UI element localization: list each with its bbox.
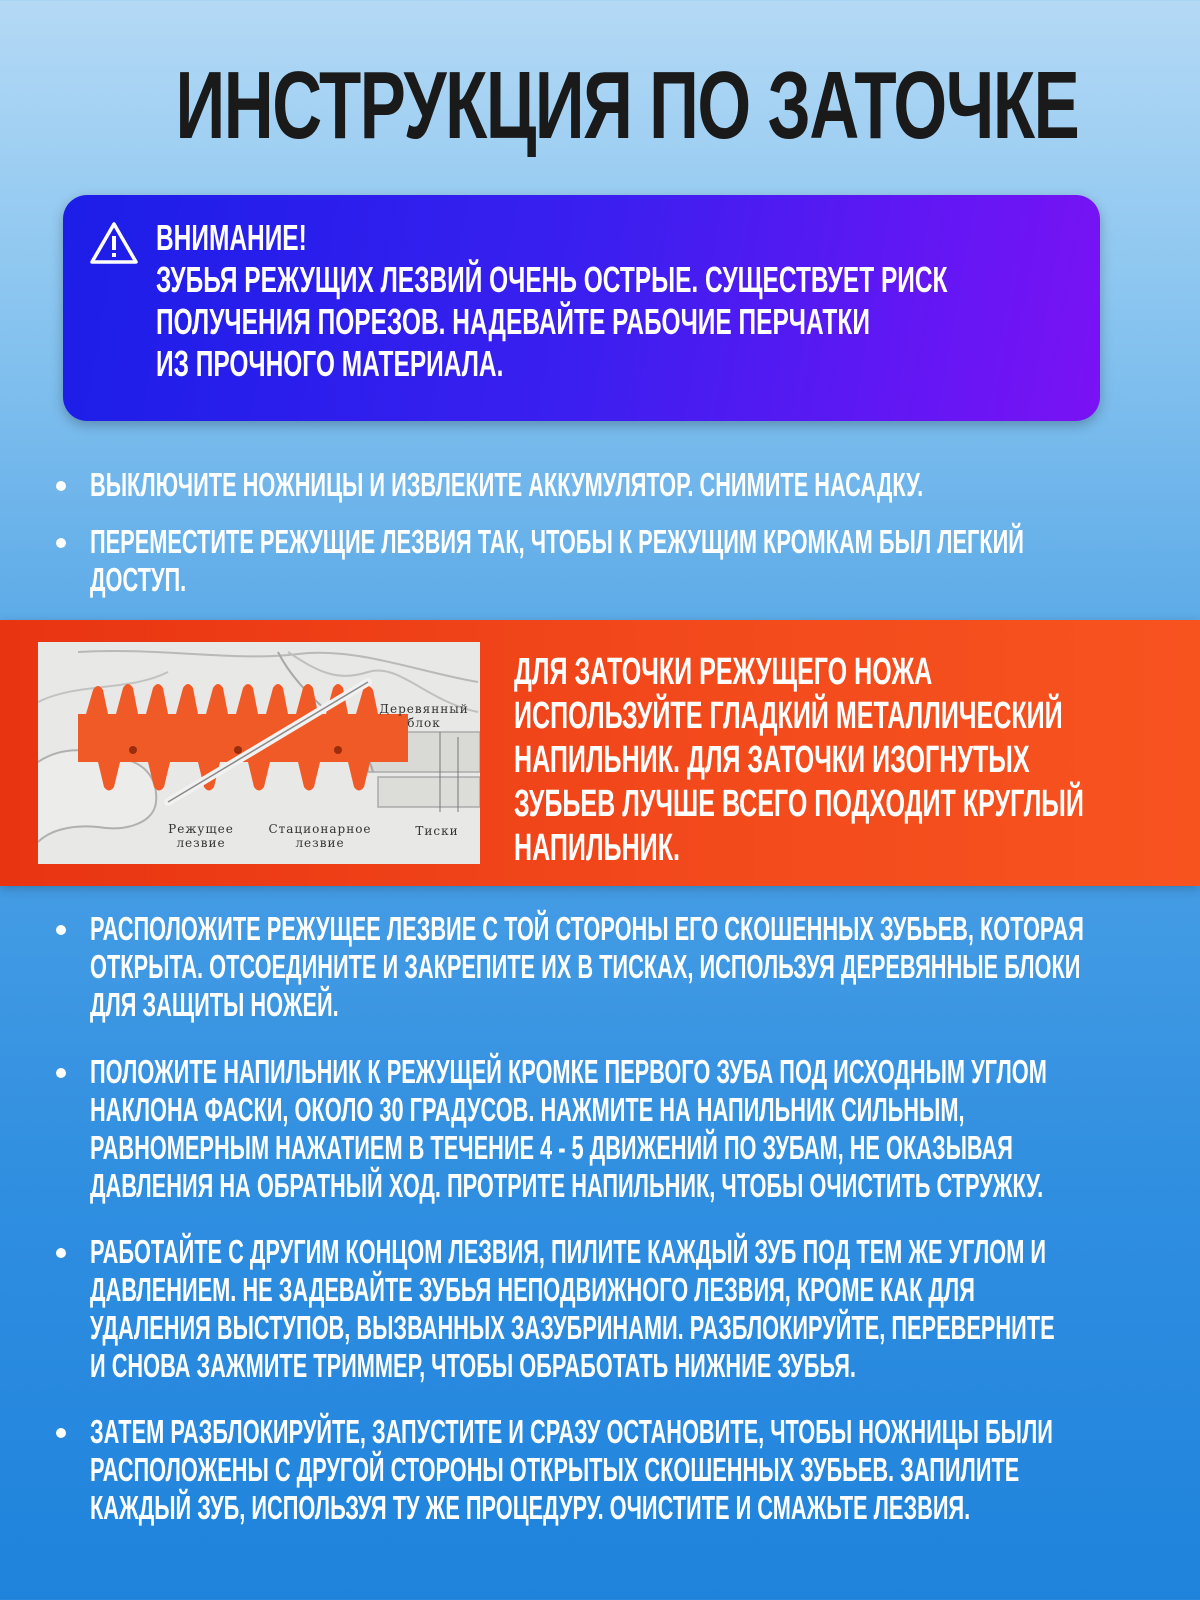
bullet-line: ДАВЛЕНИЯ НА ОБРАТНЫЙ ХОД. ПРОТРИТЕ НАПИЛЬНИК, ЧТОБЫ ОЧИСТИТЬ СТРУЖКУ. bbox=[90, 1167, 1044, 1204]
label-stationary-blade: Стационарное лезвие bbox=[268, 822, 372, 850]
warning-line: ПОЛУЧЕНИЯ ПОРЕЗОВ. НАДЕВАЙТЕ РАБОЧИЕ ПЕРЧАТКИ bbox=[156, 301, 870, 342]
bullet-line: ПОЛОЖИТЕ НАПИЛЬНИК К РЕЖУЩЕЙ КРОМКЕ ПЕРВОГО ЗУБА ПОД ИСХОДНЫМ УГЛОМ bbox=[90, 1053, 1047, 1090]
warning-line: ИЗ ПРОЧНОГО МАТЕРИАЛА. bbox=[156, 343, 504, 384]
sharpening-illustration bbox=[38, 642, 480, 864]
file-tip-line: ДЛЯ ЗАТОЧКИ РЕЖУЩЕГО НОЖА bbox=[514, 651, 933, 693]
file-tip-line: ЗУБЬЕВ ЛУЧШЕ ВСЕГО ПОДХОДИТ КРУГЛЫЙ bbox=[514, 783, 1084, 825]
bullet-line: КАЖДЫЙ ЗУБ, ИСПОЛЬЗУЯ ТУ ЖЕ ПРОЦЕДУРУ. ОЧИСТИТЕ И СМАЖЬТЕ ЛЕЗВИЯ. bbox=[90, 1489, 971, 1526]
bullet-line: ДАВЛЕНИЕМ. НЕ ЗАДЕВАЙТЕ ЗУБЬЯ НЕПОДВИЖНОГО ЛЕЗВИЯ, КРОМЕ КАК ДЛЯ bbox=[90, 1271, 975, 1308]
bullet-line: ДОСТУП. bbox=[90, 561, 187, 598]
bullet-line: УДАЛЕНИЯ ВЫСТУПОВ, ВЫЗВАННЫХ ЗАЗУБРИНАМИ. РАЗБЛОКИРУЙТЕ, ПЕРЕВЕРНИТЕ bbox=[90, 1309, 1055, 1346]
bullet-line: РАСПОЛОЖИТЕ РЕЖУЩЕЕ ЛЕЗВИЕ С ТОЙ СТОРОНЫ ЕГО СКОШЕННЫХ ЗУБЬЕВ, КОТОРАЯ bbox=[90, 910, 1084, 947]
file-tip-section bbox=[0, 620, 1200, 886]
bullet-line: РАСПОЛОЖЕНЫ С ДРУГОЙ СТОРОНЫ ОТКРЫТЫХ СКОШЕННЫХ ЗУБЬЕВ. ЗАПИЛИТЕ bbox=[90, 1451, 1020, 1488]
bullet-dot bbox=[56, 538, 66, 548]
label-cutting-blade: Режущее лезвие bbox=[168, 822, 234, 850]
bullet-dot bbox=[56, 1068, 66, 1078]
label-vise: Тиски bbox=[415, 824, 459, 838]
bullet-line: ОТКРЫТА. ОТСОЕДИНИТЕ И ЗАКРЕПИТЕ ИХ В ТИСКАХ, ИСПОЛЬЗУЯ ДЕРЕВЯННЫЕ БЛОКИ bbox=[90, 948, 1081, 985]
title-container bbox=[0, 52, 1200, 160]
bullet-dot bbox=[56, 481, 66, 491]
bullet-line: ЗАТЕМ РАЗБЛОКИРУЙТЕ, ЗАПУСТИТЕ И СРАЗУ ОСТАНОВИТЕ, ЧТОБЫ НОЖНИЦЫ БЫЛИ bbox=[90, 1413, 1053, 1450]
bullet-dot bbox=[56, 925, 66, 935]
bullet-line: РАБОТАЙТЕ С ДРУГИМ КОНЦОМ ЛЕЗВИЯ, ПИЛИТЕ КАЖДЫЙ ЗУБ ПОД ТЕМ ЖЕ УГЛОМ И bbox=[90, 1233, 1047, 1270]
file-tip-text bbox=[514, 650, 1200, 870]
bullet-line: НАКЛОНА ФАСКИ, ОКОЛО 30 ГРАДУСОВ. НАЖМИТЕ НА НАПИЛЬНИК СИЛЬНЫМ, bbox=[90, 1091, 965, 1128]
label-wood-block: Деревянный блок bbox=[379, 702, 469, 730]
bullet-line: РАВНОМЕРНЫМ НАЖАТИЕМ В ТЕЧЕНИЕ 4 - 5 ДВИЖЕНИЙ ПО ЗУБАМ, НЕ ОКАЗЫВАЯ bbox=[90, 1129, 1013, 1166]
page-title: ИНСТРУКЦИЯ ПО ЗАТОЧКЕ bbox=[175, 52, 1079, 159]
warning-heading: ВНИМАНИЕ! bbox=[156, 217, 307, 258]
warning-text bbox=[156, 217, 1200, 385]
file-tip-line: НАПИЛЬНИК. ДЛЯ ЗАТОЧКИ ИЗОГНУТЫХ bbox=[514, 739, 1030, 781]
warning-box bbox=[63, 195, 1100, 421]
bullet-line: И СНОВА ЗАЖМИТЕ ТРИММЕР, ЧТОБЫ ОБРАБОТАТЬ НИЖНИЕ ЗУБЬЯ. bbox=[90, 1347, 856, 1384]
bullet-dot bbox=[56, 1248, 66, 1258]
bullet-line: ПЕРЕМЕСТИТЕ РЕЖУЩИЕ ЛЕЗВИЯ ТАК, ЧТОБЫ К РЕЖУЩИМ КРОМКАМ БЫЛ ЛЕГКИЙ bbox=[90, 523, 1024, 560]
warning-triangle-icon bbox=[89, 221, 139, 265]
file-tip-line: ИСПОЛЬЗУЙТЕ ГЛАДКИЙ МЕТАЛЛИЧЕСКИЙ bbox=[514, 695, 1063, 737]
warning-line: ЗУБЬЯ РЕЖУЩИХ ЛЕЗВИЙ ОЧЕНЬ ОСТРЫЕ. СУЩЕСТВУЕТ РИСК bbox=[156, 259, 948, 300]
bullet-line: ДЛЯ ЗАЩИТЫ НОЖЕЙ. bbox=[90, 986, 339, 1023]
bullet-dot bbox=[56, 1428, 66, 1438]
file-tip-line: НАПИЛЬНИК. bbox=[514, 827, 680, 869]
bullet-line: ВЫКЛЮЧИТЕ НОЖНИЦЫ И ИЗВЛЕКИТЕ АККУМУЛЯТОР. СНИМИТЕ НАСАДКУ. bbox=[90, 466, 924, 503]
